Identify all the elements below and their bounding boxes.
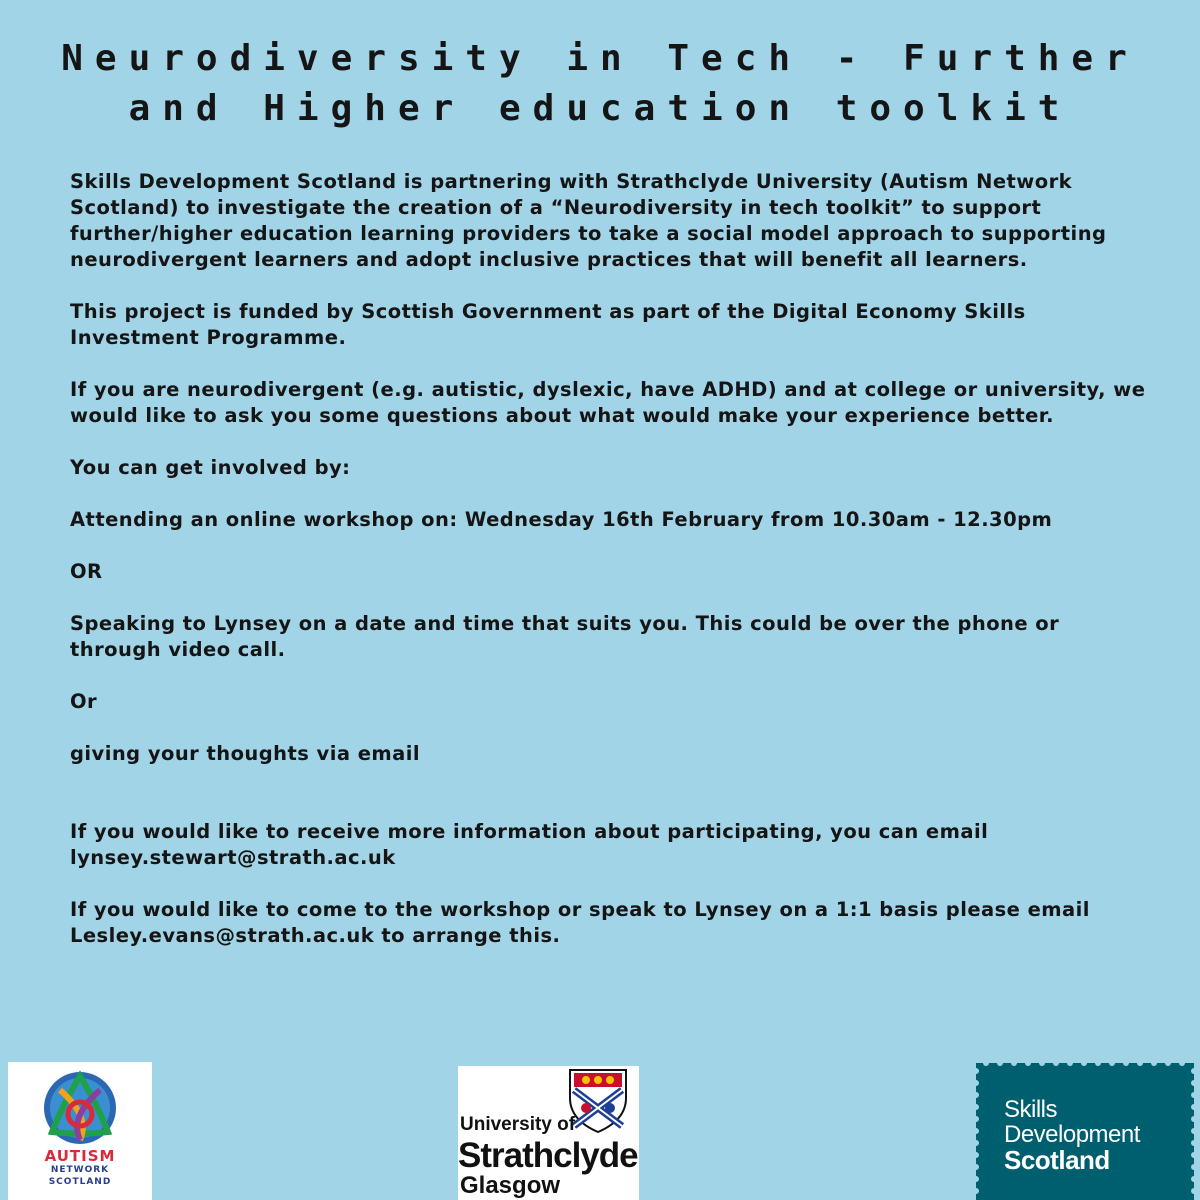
workshop-option: Attending an online workshop on: Wednesday 16th February from 10.30am - 12.30pm: [70, 508, 1053, 531]
university-of-strathclyde-logo: [458, 1066, 639, 1200]
skills-development-scotland-logo: [976, 1063, 1194, 1200]
autism-network-knot-icon: [8, 1062, 152, 1152]
autism-network-scotland-logo: [8, 1062, 152, 1200]
title-line-2: and Higher education toolkit: [128, 88, 1072, 129]
strathclyde-line-3: Glasgow: [460, 1172, 561, 1199]
sds-line-1: Skills: [1004, 1096, 1058, 1123]
strathclyde-line-1: University of: [460, 1114, 576, 1135]
or-separator-2: Or: [70, 690, 98, 713]
strathclyde-crest-icon: [566, 1068, 630, 1134]
funding-paragraph: This project is funded by Scottish Government as part of the Digital Economy Skills Investment Programme.: [70, 300, 1026, 349]
strathclyde-line-2: Strathclyde: [458, 1136, 638, 1175]
email-option: giving your thoughts via email: [70, 742, 421, 765]
title-line-1: Neurodiversity in Tech - Further: [61, 38, 1139, 79]
ans-line-3: SCOTLAND: [48, 1177, 112, 1187]
get-involved-heading: You can get involved by:: [70, 456, 351, 479]
intro-paragraph: Skills Development Scotland is partnering with Strathclyde University (Autism Network Scotland) to investigate the creation of a “Neurodiversity in tech toolkit” to support further/higher education learning providers to take a social model approach to supporting neurodivergent learners and adopt inclusive practices that will benefit all learners.: [70, 170, 1107, 271]
sds-line-3: Scotland: [1004, 1145, 1110, 1175]
audience-paragraph: If you are neurodivergent (e.g. autistic, dyslexic, have ADHD) and at college or university, we would like to ask you some questions about what would make your experience better.: [70, 378, 1146, 427]
or-separator-1: OR: [70, 560, 103, 583]
arrange-paragraph: If you would like to come to the workshop or speak to Lynsey on a 1:1 basis please email Lesley.evans@strath.ac.uk to arrange this.: [70, 898, 1090, 947]
more-info-paragraph: If you would like to receive more information about participating, you can email lynsey.stewart@strath.ac.uk: [70, 820, 989, 869]
ans-line-1: AUTISM: [44, 1147, 116, 1165]
poster-title: [0, 34, 1200, 134]
ans-line-2: NETWORK: [50, 1165, 110, 1175]
sds-line-2: Development: [1004, 1121, 1140, 1148]
poster-body: [70, 169, 1150, 975]
speaking-option: Speaking to Lynsey on a date and time that suits you. This could be over the phone or through video call.: [70, 612, 1060, 661]
